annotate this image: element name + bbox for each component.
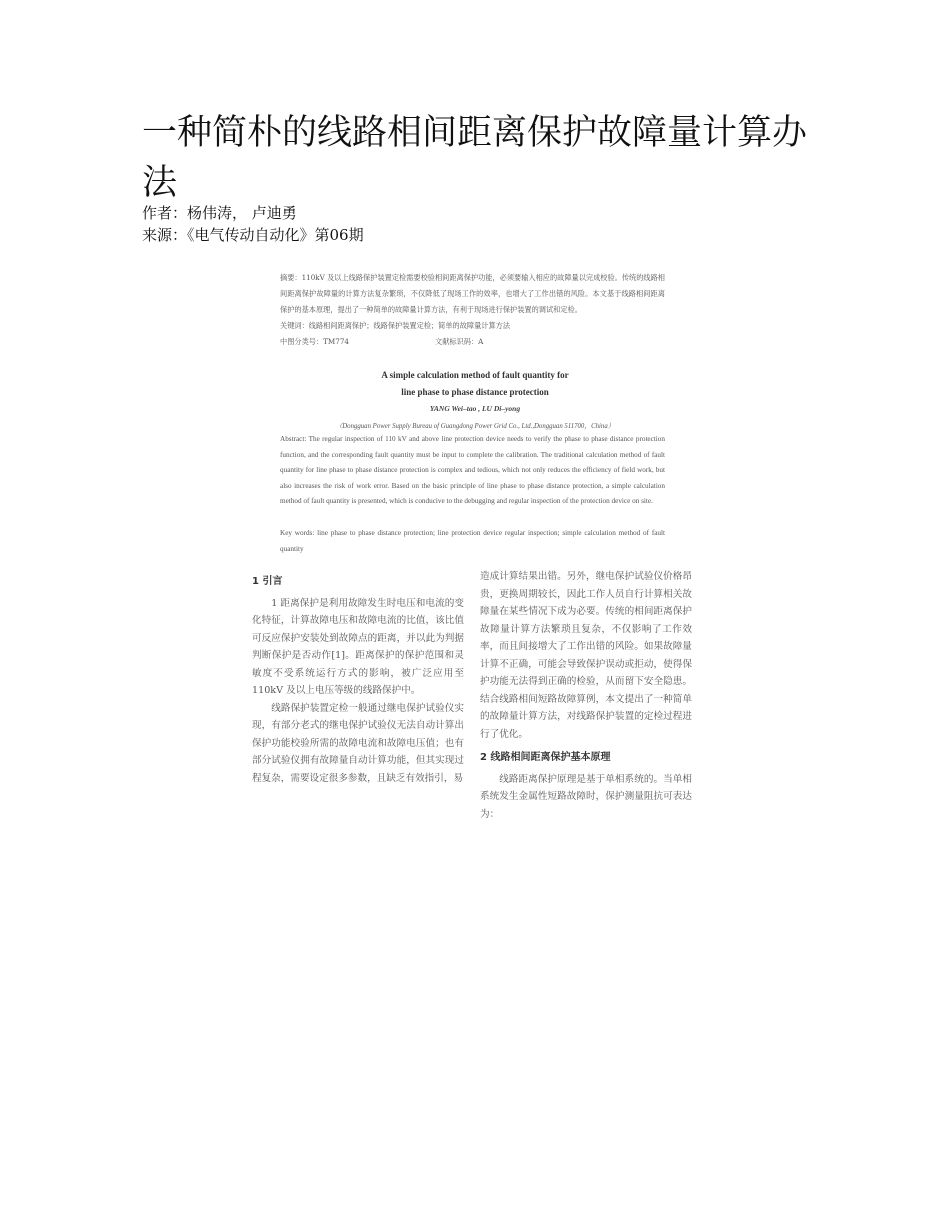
keywords-cn: 关键词：线路相间距离保护；线路保护装置定检；简单的故障量计算方法	[280, 321, 511, 330]
section-2-heading: 2 线路相间距离保护基本原理	[480, 752, 611, 763]
section-1-heading: 1 引言	[252, 576, 283, 587]
english-keywords: Key words: line phase to phase distance protection; line protection device regular inspection; simple calculation method of fault quantity	[280, 529, 665, 553]
english-affiliation: （Dongguan Power Supply Bureau of Guangdong Power Grid Co., Ltd.,Dongguan 511700，China）	[335, 423, 615, 430]
english-abstract: Abstract: The regular inspection of 110 kV and above line protection device needs to verify the phase to phase distance protection function, and the corresponding fault quantity must be input to complete the calibration. The traditional calculation method of fault quantity for line phase to phase distance protection is complex and tedious, which not only reduces the efficiency of field work, but also increases the risk of work error. Based on the basic principle of line phase to phase distance protection, a simple calculation method of fault quantity is presented, which is conducive to the debugging and regular inspection of the protection device on site.	[280, 435, 665, 506]
document-title: 一种简朴的线路相间距离保护故障量计算办法	[142, 113, 808, 203]
section-2-paragraph-1: 线路距离保护原理是基于单相系统的。当单相系统发生金属性短路故障时，保护测量阻抗可表达为：	[480, 773, 692, 820]
english-authors: YANG Wei–tao , LU Di–yong	[429, 404, 521, 413]
right-column-paragraph: 造成计算结果出错。另外，继电保护试验仪价格昂贵，更换周期较长，因此工作人员自行计算相关故障量在某些情况下成为必要。传统的相间距离保护故障量计算方法繁琐且复杂，不仅影响了工作效率，而且间接增大了工作出错的风险。如果故障量计算不正确，可能会导致保护误动或拒动，使得保护功能无法得到正确的检验，从而留下安全隐患。结合线路相间短路故障算例，本文提出了一种简单的故障量计算方法，对线路保护装置的定检过程进行了优化。	[480, 571, 692, 740]
section-1-paragraph-1: 1 距离保护是利用故障发生时电压和电流的变化特征，计算故障电压和故障电流的比值，该比值可反应保护安装处到故障点的距离，并以此为判据判断保护是否动作[1]。距离保护的保护范围和灵敏度不受系统运行方式的影响，被广泛应用至110kV 及以上电压等级的线路保护中。	[252, 597, 464, 696]
english-title-line1: A simple calculation method of fault quantity for	[381, 370, 569, 380]
classification-code: 中图分类号：TM774	[280, 337, 349, 346]
left-column	[252, 573, 464, 787]
abstract-cn: 摘要：110kV 及以上线路保护装置定检需要校验相间距离保护功能，必须要输入相应的故障量以完成校验。传统的线路相间距离保护故障量的计算方法复杂繁琐，不仅降低了现场工作的效率，也增大了工作出错的风险。本文基于线路相间距离保护的基本原理，提出了一种简单的故障量计算方法，有利于现场进行保护装置的调试和定检。 关键词：线路相间距离保护；线路保护装置定检；简单的故障量计算方法 中图分类号：TM774 文献标识码：A	[280, 270, 665, 350]
right-column	[480, 568, 692, 823]
english-title-line2: line phase to phase distance protection	[401, 387, 549, 397]
section-1-paragraph-2: 线路保护装置定检一般通过继电保护试验仪实现，有部分老式的继电保护试验仪无法自动计算出保护功能校验所需的故障电流和故障电压值；也有部分试验仪拥有故障量自动计算功能，但其实现过程复杂，需要设定很多参数，且缺乏有效指引，易	[252, 702, 464, 784]
authors-line: 作者：杨伟涛， 卢迪勇	[142, 204, 297, 222]
source-line: 来源：《电气传动自动化》第06期	[142, 226, 364, 244]
document-code: 文献标识码：A	[435, 337, 484, 346]
